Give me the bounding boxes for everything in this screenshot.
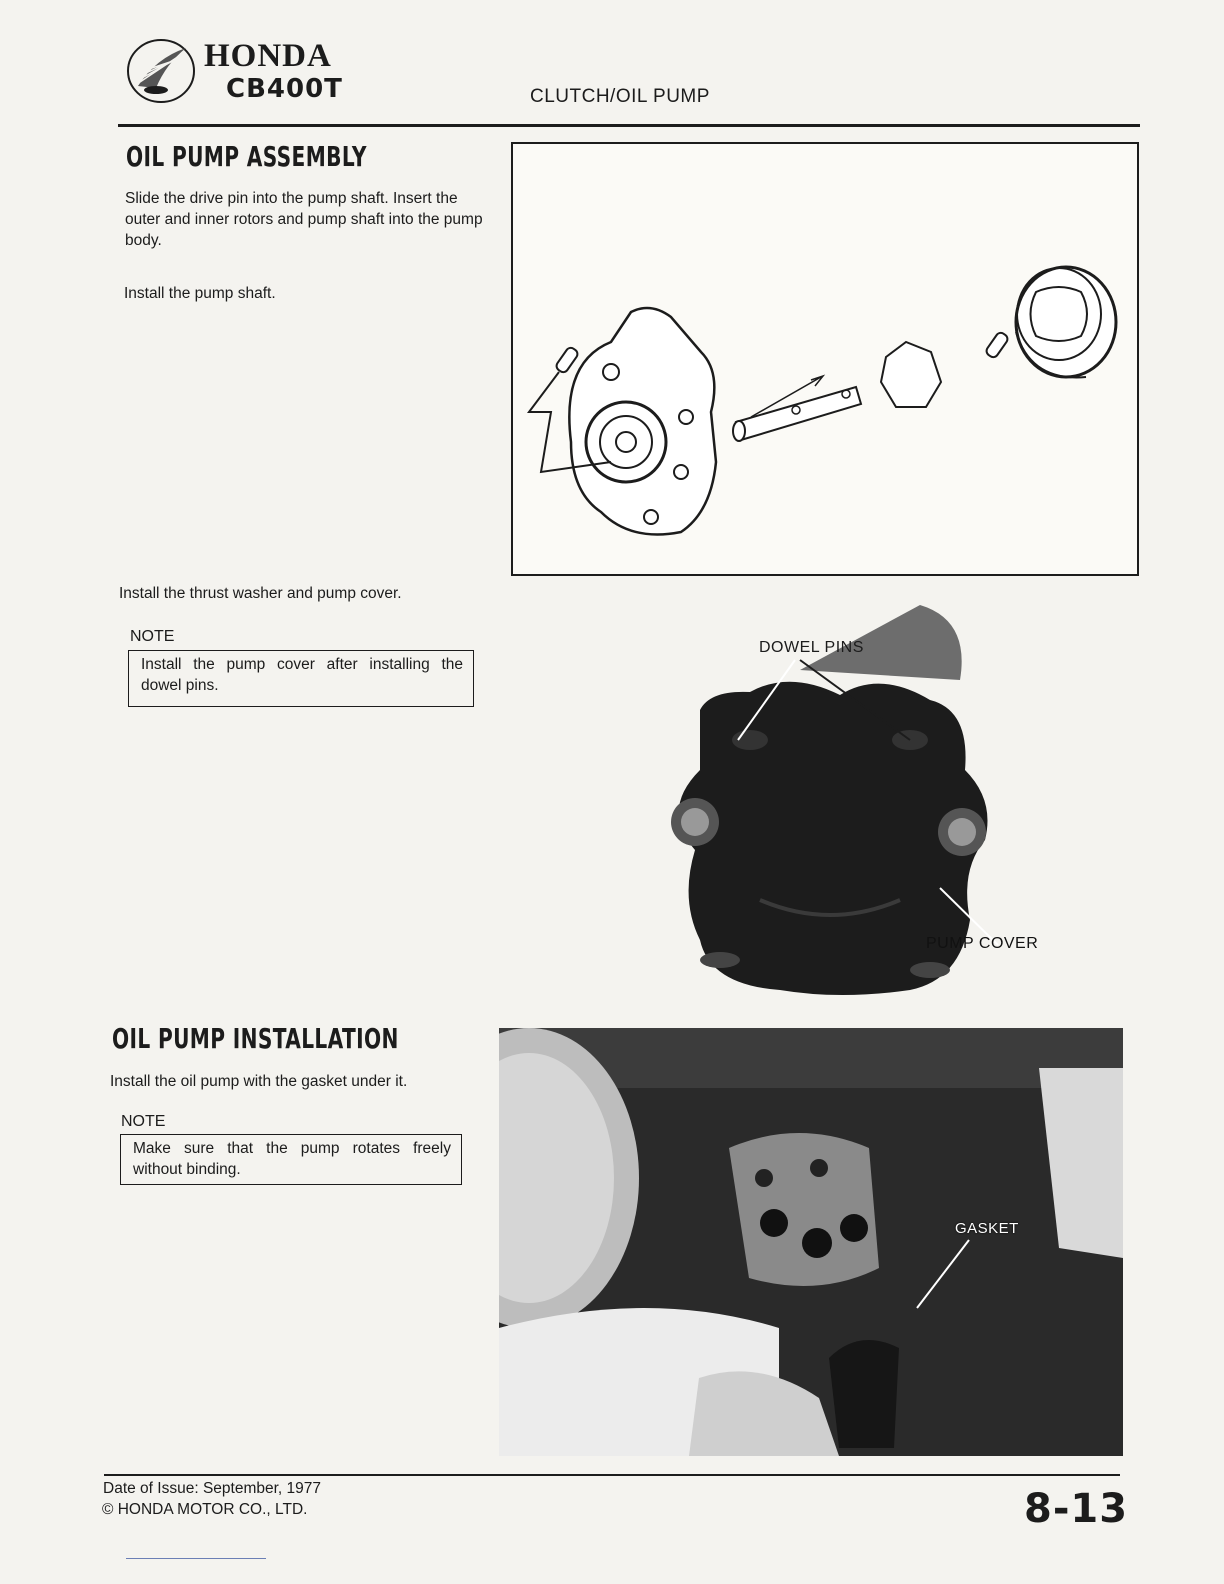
header-rule <box>118 124 1140 127</box>
assembly-paragraph-3: Install the thrust washer and pump cover. <box>119 585 402 602</box>
installation-note-label: NOTE <box>121 1113 166 1130</box>
copyright: © HONDA MOTOR CO., LTD. <box>102 1501 308 1518</box>
installation-heading: OIL PUMP INSTALLATION <box>112 1022 399 1055</box>
pump-installation-photo <box>499 1028 1123 1456</box>
assembly-paragraph-2: Install the pump shaft. <box>124 285 276 302</box>
assembly-note-label: NOTE <box>130 628 175 645</box>
section-title: CLUTCH/OIL PUMP <box>530 86 710 107</box>
footer-rule <box>104 1474 1120 1476</box>
issue-date: Date of Issue: September, 1977 <box>103 1480 321 1497</box>
assembly-paragraph-1: Slide the drive pin into the pump shaft. Insert the outer and inner rotors and pump shaft into the pump body. <box>125 190 483 249</box>
pump-exploded-diagram <box>511 142 1139 576</box>
assembly-note-box: Install the pump cover after installing the dowel pins. <box>128 650 474 707</box>
pump-cover-label: PUMP COVER <box>926 935 1039 952</box>
gasket-label: GASKET <box>955 1220 1019 1237</box>
installation-note-box: Make sure that the pump rotates freely without binding. <box>120 1134 462 1185</box>
scan-mark <box>126 1558 266 1559</box>
brand-name: HONDA <box>204 38 332 74</box>
installation-paragraph-1: Install the oil pump with the gasket under it. <box>110 1073 408 1090</box>
dowel-pins-label: DOWEL PINS <box>759 639 864 656</box>
page-number: 8-13 <box>1024 1486 1129 1532</box>
model-name: CB400T <box>226 74 343 104</box>
honda-wing-emblem-icon <box>126 38 196 104</box>
assembly-heading: OIL PUMP ASSEMBLY <box>126 140 367 173</box>
